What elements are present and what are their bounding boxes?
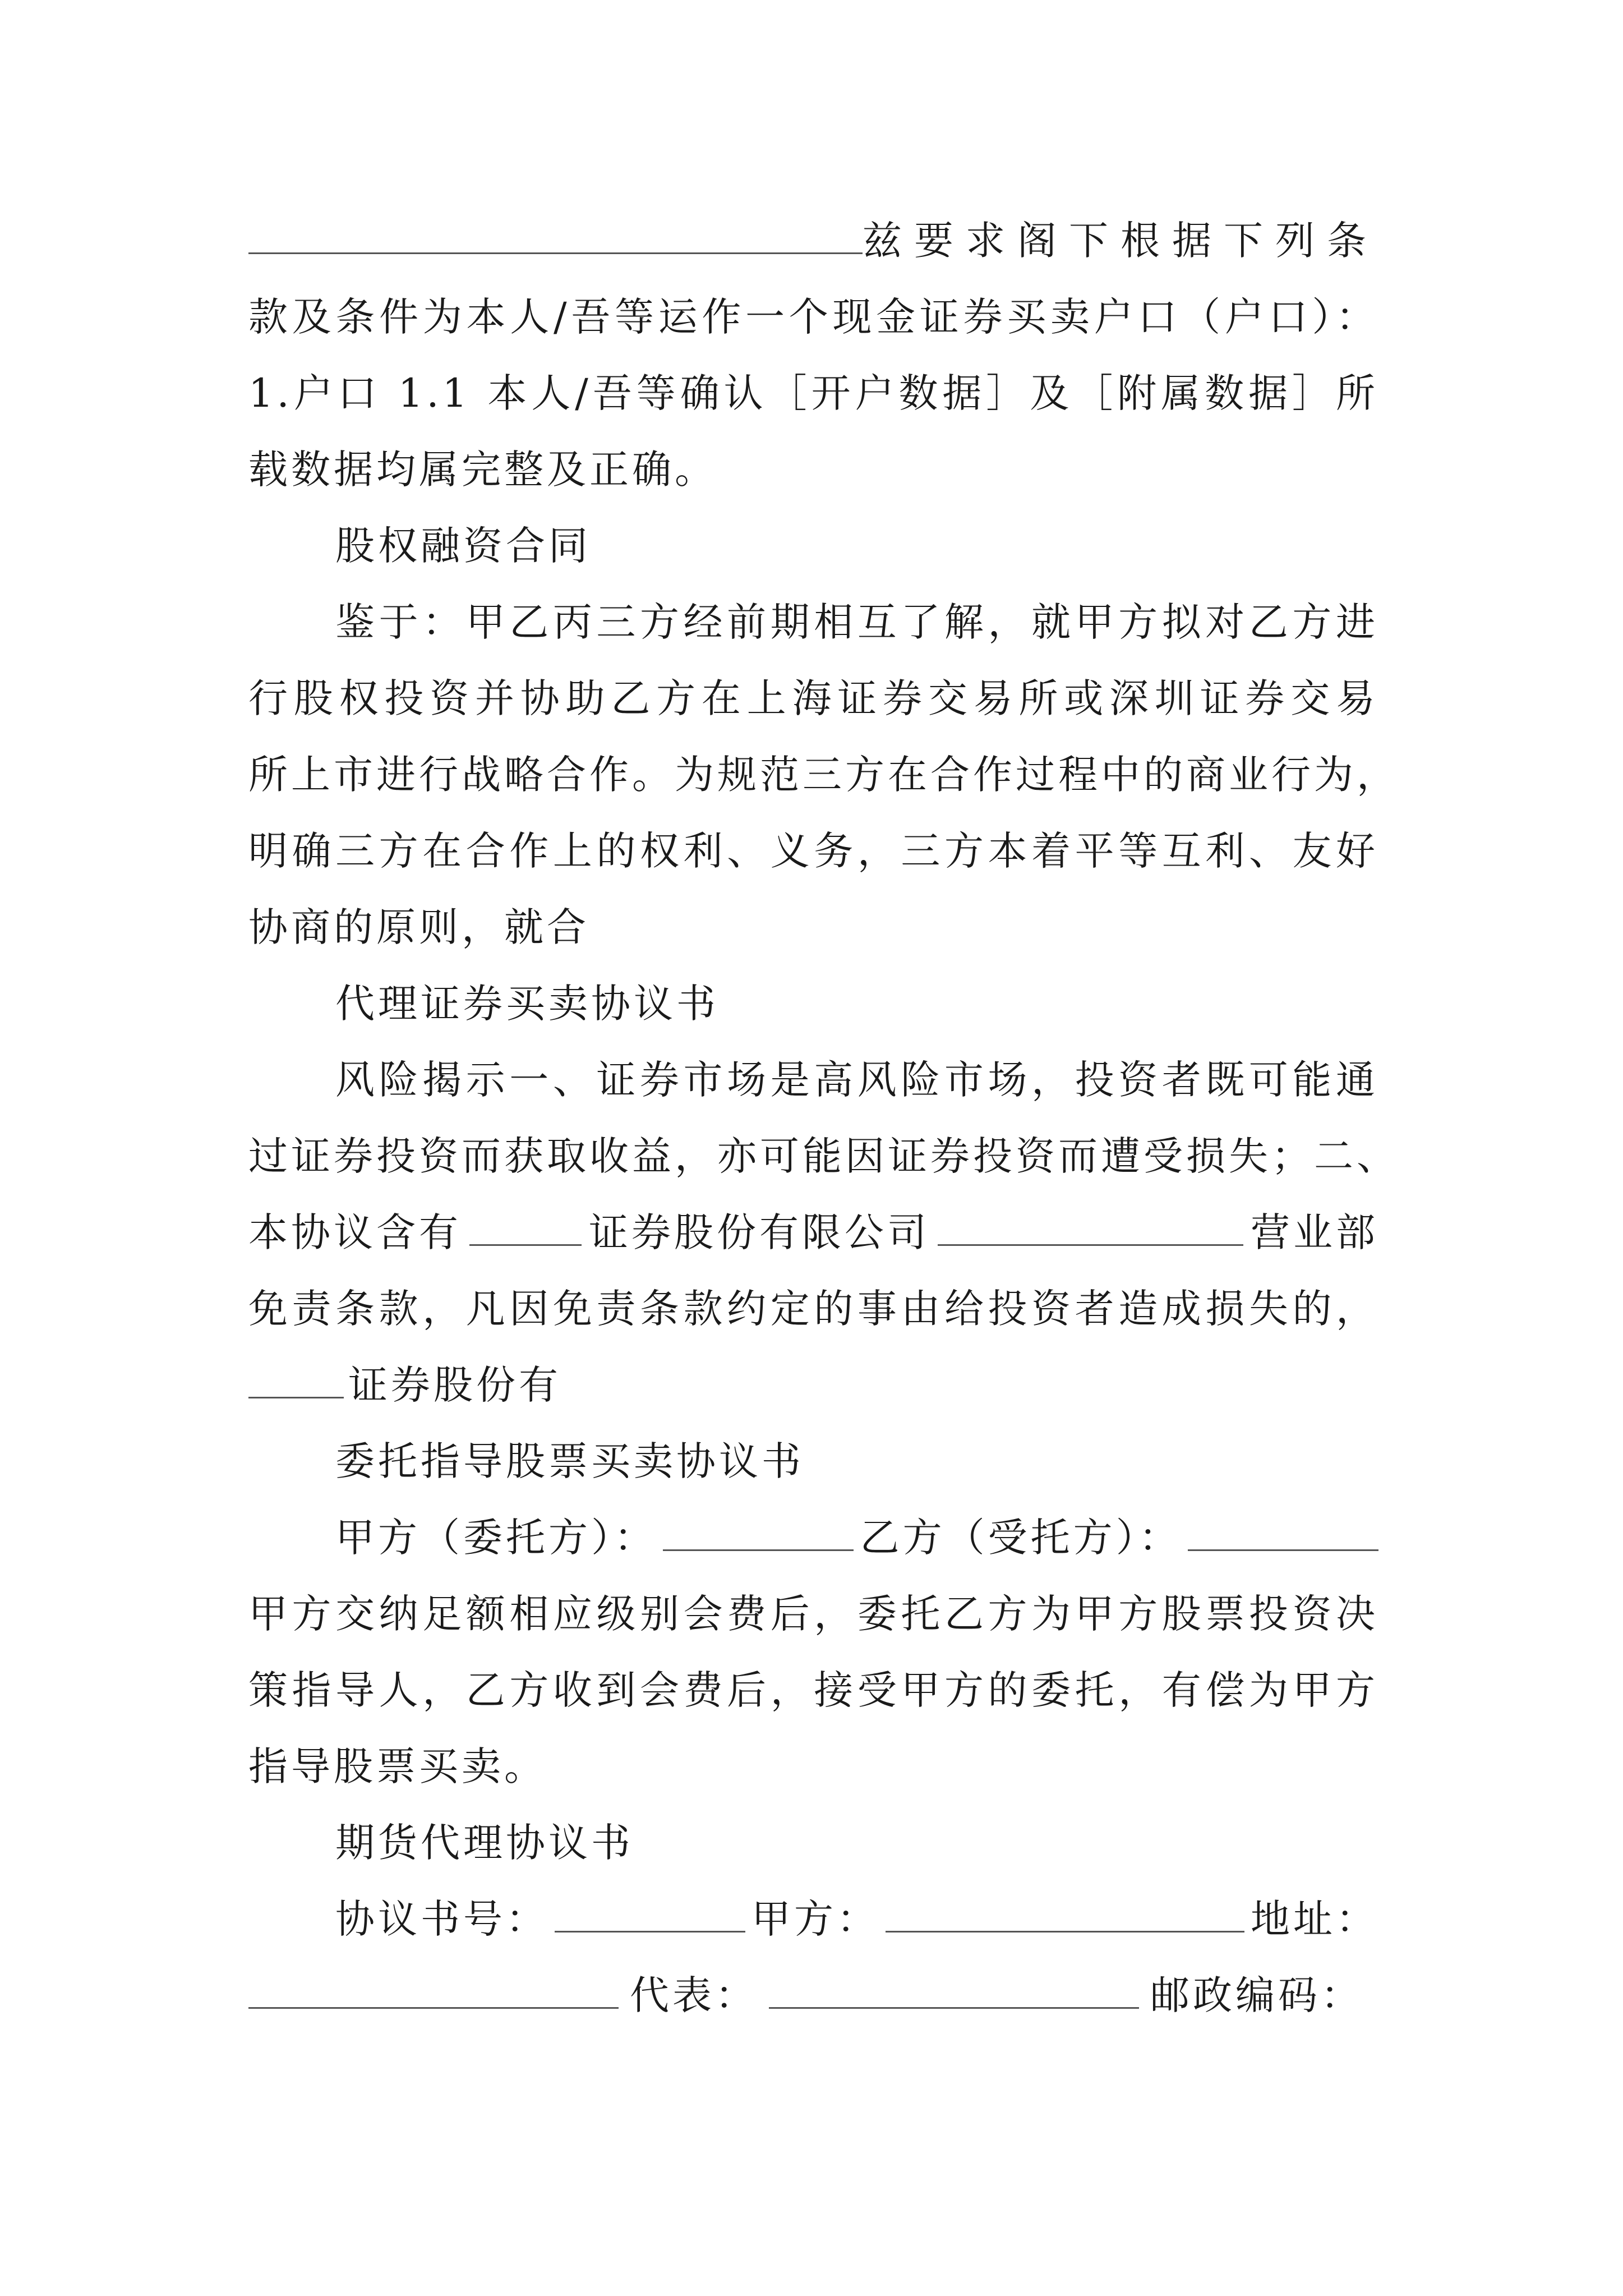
- intro-text: 兹要求阁下根据下列条: [863, 218, 1378, 264]
- heading-equity-financing: 股权融资合同: [335, 523, 591, 569]
- blank-field: [248, 1360, 344, 1398]
- guidance-line-2: 甲方交纳足额相应级别会费后，委托乙方为甲方股票投资决: [248, 1591, 1378, 1637]
- blank-field: [886, 1894, 1244, 1932]
- guidance-line-4: 指导股票买卖。: [248, 1743, 547, 1789]
- agency-line-2: 过证券投资而获取收益，亦可能因证券投资而遭受损失；二、: [248, 1133, 1399, 1179]
- blank-field: [248, 1970, 619, 2009]
- equity-line-5: 协商的原则，就合: [248, 904, 589, 950]
- representative-label: 代表：: [630, 1972, 758, 2018]
- equity-line-2: 行股权投资并协助乙方在上海证券交易所或深圳证券交易: [248, 675, 1378, 721]
- agency-line-5-text: 证券股份有: [348, 1362, 561, 1408]
- party-a-label: 甲方（委托方）：: [335, 1515, 657, 1561]
- heading-securities-agency: 代理证券买卖协议书: [335, 981, 719, 1027]
- agency-line-5: [248, 1354, 1378, 1416]
- blank-field: [663, 1512, 854, 1551]
- intro-line-1: [248, 210, 1378, 272]
- agency-line-1: 风险揭示一、证券市场是高风险市场，投资者既可能通: [335, 1057, 1378, 1103]
- blank-field: [1188, 1512, 1378, 1551]
- party-b-label: 乙方（受托方）：: [860, 1515, 1182, 1561]
- agency-line-3-text-c: 营业部: [1251, 1209, 1378, 1255]
- blank-field: [469, 1207, 582, 1246]
- equity-line-4: 明确三方在合作上的权利、义务，三方本着平等互利、友好: [248, 828, 1378, 874]
- equity-line-1: 鉴于：甲乙丙三方经前期相互了解，就甲方拟对乙方进: [335, 599, 1378, 645]
- futures-line-1: [335, 1888, 1378, 1950]
- agency-line-3-text-a: 本协议含有: [248, 1209, 462, 1255]
- blank-field: [769, 1970, 1139, 2009]
- guidance-parties-line: [335, 1507, 1378, 1568]
- heading-guidance-agreement: 委托指导股票买卖协议书: [335, 1438, 804, 1484]
- agency-line-4: 免责条款，凡因免责条款约定的事由给投资者造成损失的，: [248, 1286, 1378, 1332]
- intro-line-3: 1.户口 1.1 本人/吾等确认［开户数据］及［附属数据］所: [248, 370, 1378, 416]
- blank-field: [248, 215, 863, 254]
- blank-field: [555, 1894, 745, 1932]
- guidance-line-3: 策指导人，乙方收到会费后，接受甲方的委托，有偿为甲方: [248, 1667, 1378, 1713]
- address-label: 地址：: [1251, 1896, 1378, 1942]
- blank-field: [938, 1207, 1243, 1246]
- agreement-no-label: 协议书号：: [335, 1896, 548, 1942]
- postcode-label: 邮政编码：: [1150, 1972, 1363, 2018]
- agency-line-3-text-b: 证券股份有限公司: [589, 1209, 930, 1255]
- heading-futures-agency: 期货代理协议书: [335, 1820, 634, 1866]
- intro-line-4: 载数据均属完整及正确。: [248, 447, 717, 493]
- futures-line-2: [248, 1964, 1378, 2026]
- futures-party-a-label: 甲方：: [751, 1896, 879, 1942]
- equity-line-3: 所上市进行战略合作。为规范三方在合作过程中的商业行为，: [248, 752, 1399, 798]
- intro-line-2: 款及条件为本人/吾等运作一个现金证券买卖户口（户口）：: [248, 294, 1378, 340]
- agency-line-3: [248, 1202, 1378, 1263]
